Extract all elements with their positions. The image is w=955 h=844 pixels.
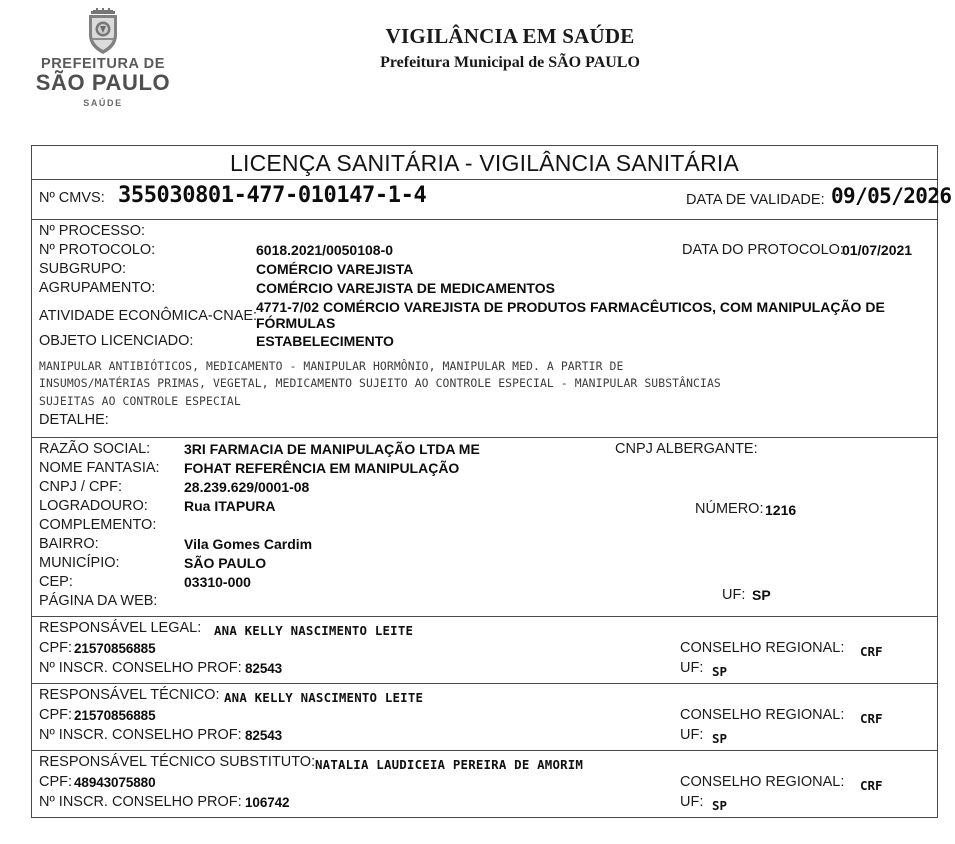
responsavel-tecnico-cpf-label: CPF: [39, 706, 73, 723]
validity-value: 09/05/2026 [831, 184, 952, 208]
license-frame [31, 145, 952, 818]
row-logradouro [32, 498, 937, 517]
bairro-label: BAIRRO: [39, 535, 99, 552]
cnae-value: 4771-7/02 COMÉRCIO VAREJISTA DE PRODUTOS FARMACÊUTICOS, COM MANIPULAÇÃO DE FÓRMULAS [256, 299, 885, 331]
responsavel-legal-uf-label: UF: [680, 659, 704, 676]
numero-value: 1216 [765, 501, 797, 518]
razao-social-value: 3RI FARMACIA DE MANIPULAÇÃO LTDA ME [184, 440, 480, 457]
responsavel-legal-uf-value: SP [712, 663, 728, 679]
logradouro-label: LOGRADOURO: [39, 497, 148, 514]
agrupamento-label: AGRUPAMENTO: [39, 280, 156, 296]
responsavel-substituto-inscr-value: 106742 [245, 794, 290, 810]
responsavel-legal-cpf-value: 21570856885 [74, 640, 156, 656]
responsavel-substituto-conselho-value: CRF [860, 777, 883, 793]
cmvs-band [32, 180, 952, 220]
responsavel-substituto-inscr-label: Nº INSCR. CONSELHO PROF: [39, 793, 242, 810]
responsavel-legal-label: RESPONSÁVEL LEGAL: [39, 619, 202, 636]
data-protocolo-label: DATA DO PROTOCOLO: [682, 242, 844, 258]
responsavel-tecnico-inscr-value: 82543 [245, 727, 283, 743]
responsavel-tecnico-inscr-label: Nº INSCR. CONSELHO PROF: [39, 726, 242, 743]
responsavel-legal-inscr-value: 82543 [245, 660, 283, 676]
validity-label: DATA DE VALIDADE: [686, 192, 825, 208]
cmvs-label: Nº CMVS: [39, 190, 105, 206]
row-municipio [32, 555, 937, 574]
responsavel-tecnico-band [32, 684, 937, 751]
row-protocolo [32, 242, 937, 261]
row-processo [32, 223, 937, 242]
row-subgrupo [32, 261, 937, 280]
responsavel-substituto-header [32, 754, 937, 774]
responsavel-tecnico-uf-label: UF: [680, 726, 704, 743]
row-pagina-web [32, 593, 937, 612]
complemento-label: COMPLEMENTO: [39, 516, 157, 533]
process-band [32, 220, 937, 438]
pagina-web-label: PÁGINA DA WEB: [39, 592, 158, 609]
responsavel-substituto-cpf-label: CPF: [39, 773, 73, 790]
cnae-label: ATIVIDADE ECONÔMICA-CNAE: [39, 308, 258, 324]
logradouro-value: Rua ITAPURA [184, 497, 276, 514]
cnpj-cpf-label: CNPJ / CPF: [39, 478, 122, 495]
responsavel-tecnico-cpf-row [32, 707, 937, 727]
responsavel-tecnico-name: ANA KELLY NASCIMENTO LEITE [224, 689, 424, 705]
cep-value: 03310-000 [184, 573, 251, 590]
responsavel-legal-inscr-label: Nº INSCR. CONSELHO PROF: [39, 659, 242, 676]
header-main-title: VIGILÂNCIA EM SAÚDE [385, 24, 635, 48]
header-subtitle: Prefeitura Municipal de SÃO PAULO [380, 54, 640, 71]
detalhe-label: DETALHE: [39, 411, 109, 428]
protocolo-label: Nº PROTOCOLO: [39, 242, 156, 258]
processo-label: Nº PROCESSO: [39, 223, 146, 239]
row-detalhe [32, 412, 937, 433]
razao-social-label: RAZÃO SOCIAL: [39, 440, 151, 457]
row-cnpj-cpf [32, 479, 937, 498]
responsavel-tecnico-uf-value: SP [712, 730, 728, 746]
objeto-description-line-1: MANIPULAR ANTIBIÓTICOS, MEDICAMENTO - MANIPULAR HORMÔNIO, MANIPULAR MED. A PARTIR DE [39, 359, 624, 373]
cnpj-albergante-label: CNPJ ALBERGANTE: [615, 440, 758, 457]
responsavel-substituto-band [32, 751, 937, 817]
objeto-description-line-3: SUJEITAS AO CONTROLE ESPECIAL [39, 393, 241, 408]
numero-label: NÚMERO: [695, 500, 764, 517]
document-header [0, 0, 955, 132]
objeto-licenciado-label: OBJETO LICENCIADO: [39, 333, 194, 349]
objeto-licenciado-value: ESTABELECIMENTO [256, 333, 394, 349]
data-protocolo-value: 01/07/2021 [842, 242, 913, 258]
nome-fantasia-label: NOME FANTASIA: [39, 459, 160, 476]
subgrupo-label: SUBGRUPO: [39, 261, 127, 277]
responsavel-substituto-label: RESPONSÁVEL TÉCNICO SUBSTITUTO: [39, 753, 316, 770]
responsavel-tecnico-cpf-value: 21570856885 [74, 707, 156, 723]
uf-label: UF: [722, 586, 746, 603]
establishment-band [32, 438, 937, 617]
cep-label: CEP: [39, 573, 73, 590]
responsavel-tecnico-conselho-value: CRF [860, 710, 883, 726]
objeto-description [32, 352, 937, 412]
cnpj-cpf-value: 28.239.629/0001-08 [184, 478, 310, 495]
license-title: LICENÇA SANITÁRIA - VIGILÂNCIA SANITÁRIA [229, 150, 740, 176]
license-title-band [32, 146, 937, 180]
responsavel-legal-inscr-row [32, 660, 937, 680]
responsavel-substituto-inscr-row [32, 794, 937, 814]
responsavel-tecnico-inscr-row [32, 727, 937, 747]
brand-line-saude: SAÚDE [83, 97, 123, 108]
coat-of-arms-icon [80, 8, 126, 56]
brand-line-prefeitura: PREFEITURA DE [40, 56, 166, 72]
responsavel-legal-cpf-row [32, 640, 937, 660]
responsavel-tecnico-header [32, 687, 937, 707]
row-razao-social [32, 441, 937, 460]
row-cnae [32, 299, 937, 333]
bairro-value: Vila Gomes Cardim [184, 535, 313, 552]
responsavel-legal-name: ANA KELLY NASCIMENTO LEITE [214, 622, 414, 638]
row-agrupamento [32, 280, 937, 299]
uf-value: SP [752, 586, 771, 603]
responsavel-substituto-conselho-label: CONSELHO REGIONAL: [680, 773, 845, 790]
responsavel-legal-header [32, 620, 937, 640]
responsavel-tecnico-conselho-label: CONSELHO REGIONAL: [680, 706, 845, 723]
responsavel-tecnico-label: RESPONSÁVEL TÉCNICO: [39, 686, 220, 703]
responsavel-legal-cpf-label: CPF: [39, 639, 73, 656]
responsavel-legal-conselho-label: CONSELHO REGIONAL: [680, 639, 845, 656]
municipio-value: SÃO PAULO [184, 554, 267, 571]
responsavel-substituto-cpf-value: 48943075880 [74, 774, 156, 790]
responsavel-legal-conselho-value: CRF [860, 643, 883, 659]
responsavel-substituto-cpf-row [32, 774, 937, 794]
protocolo-value: 6018.2021/0050108-0 [256, 242, 394, 258]
subgrupo-value: COMÉRCIO VAREJISTA [256, 261, 414, 277]
municipio-label: MUNICÍPIO: [39, 554, 120, 571]
responsavel-substituto-uf-label: UF: [680, 793, 704, 810]
header-title-block [230, 24, 790, 72]
cmvs-value: 355030801-477-010147-1-4 [118, 183, 427, 208]
objeto-description-line-2: INSUMOS/MATÉRIAS PRIMAS, VEGETAL, MEDICAMENTO SUJEITO AO CONTROLE ESPECIAL - MANIPULAR SUBSTÂNCIAS [39, 376, 721, 391]
responsavel-substituto-uf-value: SP [712, 797, 728, 813]
row-complemento [32, 517, 937, 536]
row-objeto-licenciado [32, 333, 937, 352]
agrupamento-value: COMÉRCIO VAREJISTA DE MEDICAMENTOS [256, 280, 555, 296]
row-bairro [32, 536, 937, 555]
prefeitura-logo [28, 8, 178, 108]
nome-fantasia-value: FOHAT REFERÊNCIA EM MANIPULAÇÃO [184, 459, 460, 476]
responsavel-substituto-name: NATALIA LAUDICEIA PEREIRA DE AMORIM [315, 756, 584, 772]
responsavel-legal-band [32, 617, 937, 684]
brand-line-saopaulo: SÃO PAULO [35, 70, 171, 96]
row-nome-fantasia [32, 460, 937, 479]
